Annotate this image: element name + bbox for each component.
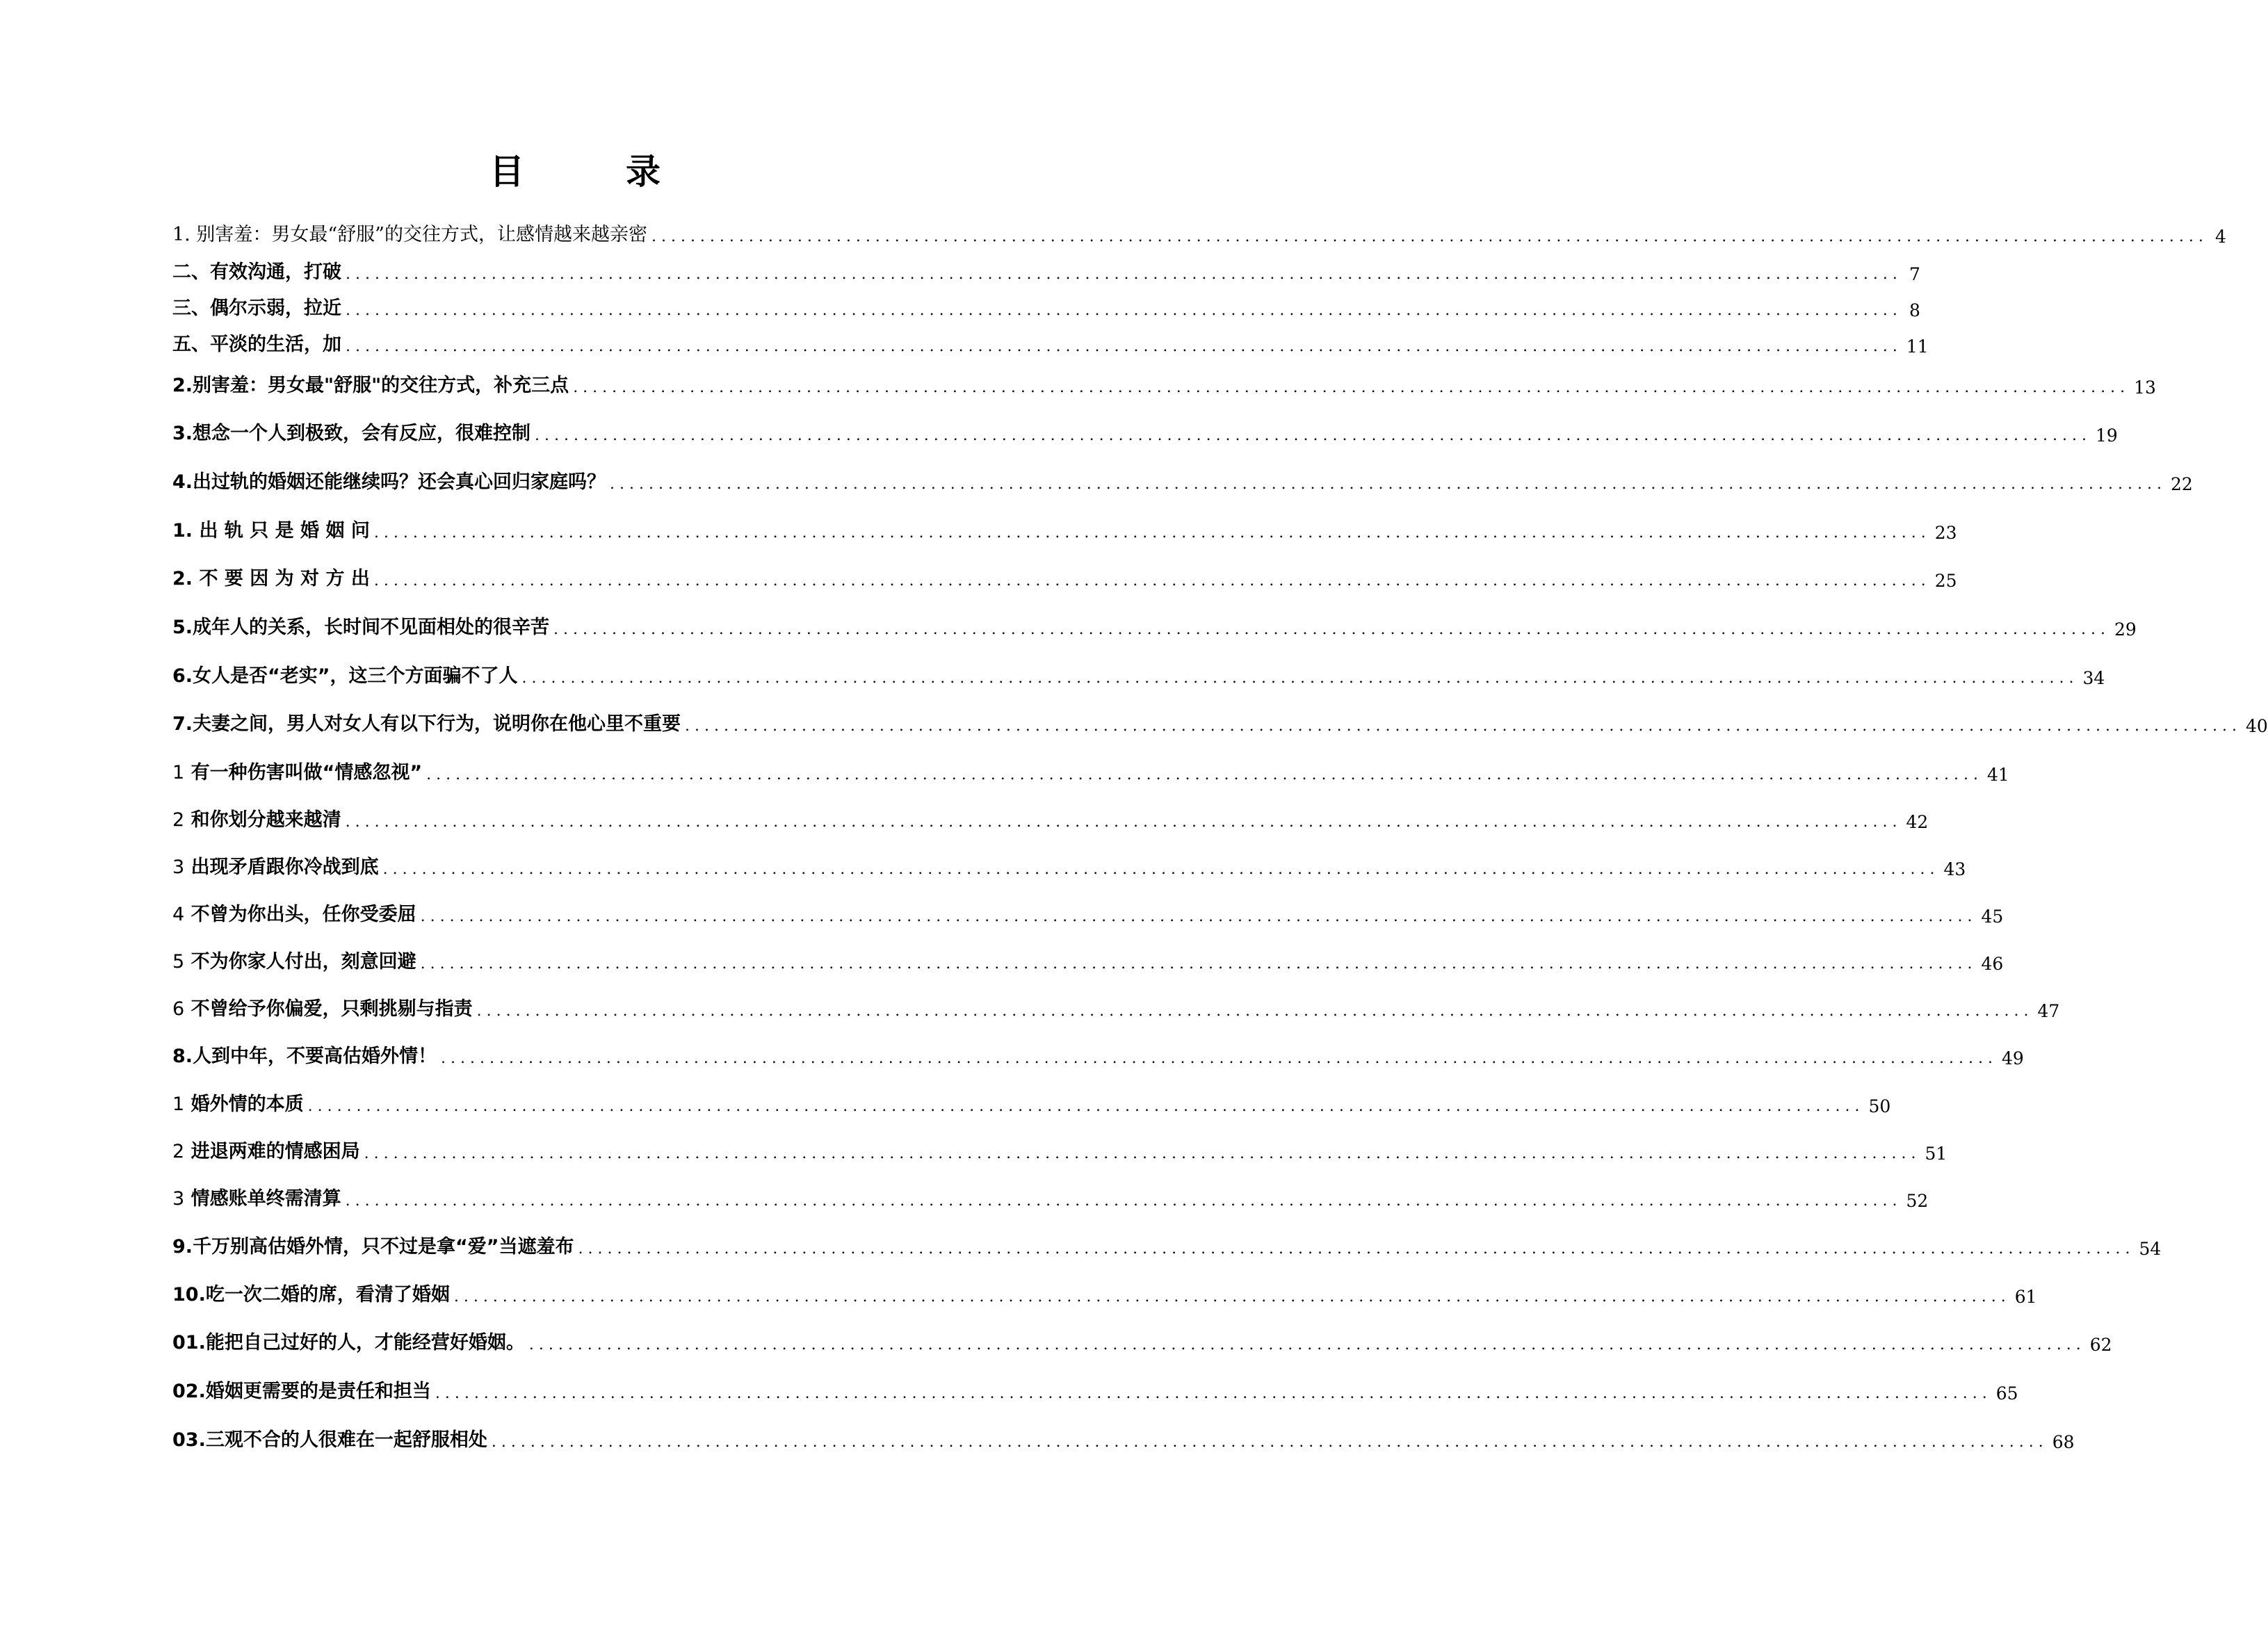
toc-entry-label <box>172 855 379 880</box>
toc-entry-label <box>172 808 341 833</box>
toc-entry-label <box>172 332 341 357</box>
toc-page-number: 4 <box>2214 227 2226 247</box>
toc-dot-leader: ................................................................................................................................................................ <box>441 1050 1998 1067</box>
toc-page-number: 65 <box>1995 1383 2018 1404</box>
toc-dot-leader: ................................................................................................................................................................ <box>382 861 1940 878</box>
toc-entry-label <box>172 1044 437 1069</box>
toc-entry-label <box>172 950 416 975</box>
toc-dot-leader: ................................................................................................................................................................ <box>651 228 2208 245</box>
toc-entry[interactable] <box>172 259 1920 285</box>
toc-entry-text: 不为你家人付出，刻意回避 <box>191 951 416 973</box>
toc-dot-leader: ................................................................................................................................................................ <box>491 1433 2048 1451</box>
toc-entry[interactable] <box>172 806 1929 833</box>
toc-entry-text: 10.吃一次二婚的席，看清了婚姻 <box>172 1284 450 1306</box>
toc-entry[interactable] <box>172 517 1957 544</box>
toc-entry-text: 8.人到中年，不要高估婚外情！ <box>172 1046 437 1067</box>
toc-entry-label <box>172 712 681 737</box>
toc-entry-number: 3 <box>172 856 185 878</box>
toc-entry-text: 6.女人是否“老实”，这三个方面骗不了人 <box>172 665 518 687</box>
toc-entry-label <box>172 1379 431 1404</box>
toc-entry-label <box>172 1331 525 1356</box>
toc-entry-text: 03.三观不合的人很难在一起舒服相处 <box>172 1429 487 1451</box>
toc-entry-text: 婚外情的本质 <box>191 1094 304 1115</box>
toc-entry-text: 1. 出 轨 只 是 婚 姻 问 <box>172 520 370 542</box>
toc-entry-label <box>172 1187 341 1212</box>
toc-dot-leader: ................................................................................................................................................................ <box>346 266 1902 283</box>
toc-page-number: 22 <box>2170 474 2193 494</box>
toc-entry[interactable] <box>172 995 2060 1022</box>
toc-entry[interactable] <box>172 221 2226 247</box>
toc-entry-text: 不曾给予你偏爱，只剩挑剔与指责 <box>191 998 473 1020</box>
toc-entry-number: 2 <box>172 809 185 831</box>
toc-entry-text: 进退两难的情感困局 <box>191 1141 360 1162</box>
toc-dot-leader: ................................................................................................................................................................ <box>528 1336 2086 1353</box>
toc-entry[interactable] <box>172 1426 2075 1453</box>
toc-page-number: 19 <box>2095 425 2118 446</box>
toc-dot-leader: ................................................................................................................................................................ <box>426 766 1983 783</box>
toc-dot-leader: ................................................................................................................................................................ <box>345 1192 1902 1210</box>
toc-page-number: 23 <box>1934 523 1957 543</box>
toc-dot-leader: ................................................................................................................................................................ <box>373 524 1931 542</box>
toc-entry-label <box>172 421 530 446</box>
toc-entry-number: 3 <box>172 1188 185 1210</box>
toc-entry-label <box>172 1235 574 1260</box>
toc-entry[interactable] <box>172 614 2137 640</box>
toc-dot-leader: ................................................................................................................................................................ <box>420 908 1977 925</box>
toc-entry[interactable] <box>172 565 1957 592</box>
toc-page-number: 43 <box>1943 859 1966 879</box>
toc-entry-text: 不曾为你出头，任你受委屈 <box>191 904 416 925</box>
toc-entry-label <box>172 296 341 321</box>
toc-entry[interactable] <box>172 1378 2018 1404</box>
toc-entry-label <box>172 470 606 495</box>
toc-dot-leader: ................................................................................................................................................................ <box>610 475 2166 493</box>
toc-dot-leader: ................................................................................................................................................................ <box>346 302 1902 319</box>
toc-entry[interactable] <box>172 1185 1929 1212</box>
toc-entry-label <box>172 1428 487 1453</box>
toc-page-number: 62 <box>2089 1335 2112 1355</box>
toc-entry[interactable] <box>172 1138 1947 1164</box>
toc-dot-leader: ................................................................................................................................................................ <box>373 572 1931 590</box>
toc-entry[interactable] <box>172 710 2268 737</box>
toc-dot-leader: ................................................................................................................................................................ <box>345 813 1902 831</box>
toc-entry-label <box>172 664 518 689</box>
toc-page-number: 8 <box>1909 300 1920 320</box>
toc-page-number: 40 <box>2245 716 2268 736</box>
toc-dot-leader: ................................................................................................................................................................ <box>364 1145 1921 1162</box>
toc-entry[interactable] <box>172 295 1920 321</box>
toc-page-number: 51 <box>1925 1144 1947 1164</box>
toc-entry[interactable] <box>172 854 1966 880</box>
toc-entry-label <box>172 902 416 927</box>
toc-entry-label <box>172 997 473 1022</box>
toc-entry-text: 3.想念一个人到极致，会有反应，很难控制 <box>172 423 531 444</box>
toc-entry-text: 4.出过轨的婚姻还能继续吗？还会真心回归家庭吗？ <box>172 471 606 493</box>
toc-entry-number: 5 <box>172 951 185 973</box>
toc-entry-text: 有一种伤害叫做“情感忽视” <box>191 762 423 783</box>
toc-entry-label <box>172 761 422 786</box>
toc-entry-label <box>172 615 549 640</box>
toc-entry-number: 1 <box>172 1094 185 1115</box>
toc-entry-label <box>172 222 647 247</box>
toc-entry-label <box>172 373 569 398</box>
toc-dot-leader: ................................................................................................................................................................ <box>535 427 2091 444</box>
toc-entry-number: 1. <box>172 224 191 245</box>
toc-entry-label <box>172 260 341 285</box>
toc-dot-leader: ................................................................................................................................................................ <box>578 1240 2135 1258</box>
toc-page-number: 46 <box>1981 954 2004 974</box>
toc-entry-number: 6 <box>172 998 185 1020</box>
toc-dot-leader: ................................................................................................................................................................ <box>476 1002 2034 1020</box>
toc-dot-leader: ................................................................................................................................................................ <box>685 717 2242 735</box>
toc-entry[interactable] <box>172 1091 1891 1117</box>
toc-page-number: 49 <box>2001 1048 2024 1068</box>
toc-entry[interactable] <box>172 759 2009 786</box>
toc-entry[interactable] <box>172 372 2156 398</box>
toc-entry[interactable] <box>172 469 2193 495</box>
toc-entry-text: 和你划分越来越清 <box>191 809 341 831</box>
toc-page-number: 41 <box>1987 765 2009 785</box>
toc-entry[interactable] <box>172 420 2118 446</box>
toc-page-number: 54 <box>2139 1239 2162 1259</box>
toc-entry-text: 2. 不 要 因 为 对 方 出 <box>172 568 370 590</box>
toc-entry-label <box>172 519 370 544</box>
toc-entry[interactable] <box>172 1043 2024 1069</box>
toc-entry-label <box>172 1139 360 1164</box>
toc-entry-text: 二、有效沟通，打破 <box>172 261 341 283</box>
toc-entry[interactable] <box>172 1233 2162 1260</box>
toc-entry-label <box>172 1283 450 1308</box>
toc-page-number: 11 <box>1906 336 1929 357</box>
toc-entry[interactable] <box>172 948 2004 975</box>
toc-dot-leader: ................................................................................................................................................................ <box>573 379 2130 396</box>
toc-entry-text: 三、偶尔示弱，拉近 <box>172 298 341 319</box>
toc-entry-text: 2.别害羞：男女最"舒服"的交往方式，补充三点 <box>172 375 569 396</box>
toc-dot-leader: ................................................................................................................................................................ <box>346 338 1902 355</box>
toc-entry-text: 出现矛盾跟你冷战到底 <box>191 856 379 878</box>
toc-page-number: 34 <box>2082 668 2105 688</box>
toc-entry-label <box>172 1092 304 1117</box>
page-title: 目 录 <box>489 152 694 192</box>
toc-entry[interactable] <box>172 331 1929 357</box>
toc-entry[interactable] <box>172 1329 2112 1356</box>
toc-entry-text: 01.能把自己过好的人，才能经营好婚姻。 <box>172 1332 525 1353</box>
toc-dot-leader: ................................................................................................................................................................ <box>521 669 2079 687</box>
toc-entry-text: 别害羞：男女最“舒服”的交往方式，让感情越来越亲密 <box>196 224 647 245</box>
toc-page-number: 25 <box>1934 571 1957 591</box>
toc-page-number: 68 <box>2052 1432 2075 1452</box>
toc-page-number: 52 <box>1906 1191 1929 1211</box>
toc-entry-text: 02.婚姻更需要的是责任和担当 <box>172 1381 431 1402</box>
toc-entry-text: 5.成年人的关系，长时间不见面相处的很辛苦 <box>172 617 550 638</box>
toc-entry-label <box>172 567 370 592</box>
toc-entry[interactable] <box>172 901 2004 927</box>
toc-page-number: 42 <box>1906 812 1929 832</box>
toc-dot-leader: ................................................................................................................................................................ <box>453 1288 2011 1306</box>
toc-entry-number: 4 <box>172 904 185 925</box>
toc-entry[interactable] <box>172 1281 2037 1308</box>
toc-entry[interactable] <box>172 662 2105 689</box>
toc-page-number: 13 <box>2134 377 2156 398</box>
toc-page-number: 45 <box>1981 907 2004 927</box>
toc-entry-text: 五、平淡的生活，加 <box>172 334 341 355</box>
toc-entry-number: 2 <box>172 1141 185 1162</box>
toc-page-number: 29 <box>2114 619 2137 640</box>
toc-page-number: 50 <box>1868 1096 1891 1116</box>
toc-entry-text: 情感账单终需清算 <box>191 1188 341 1210</box>
toc-entry-text: 9.千万别高估婚外情，只不过是拿“爱”当遮羞布 <box>172 1236 574 1258</box>
toc-page-number: 61 <box>2014 1287 2037 1307</box>
toc-dot-leader: ................................................................................................................................................................ <box>307 1098 1865 1115</box>
toc-dot-leader: ................................................................................................................................................................ <box>420 955 1977 973</box>
toc-entry-text: 7.夫妻之间，男人对女人有以下行为，说明你在他心里不重要 <box>172 713 681 735</box>
toc-page-number: 47 <box>2037 1001 2060 1021</box>
toc-page-number: 7 <box>1909 264 1920 284</box>
toc-dot-leader: ................................................................................................................................................................ <box>435 1385 1992 1402</box>
toc-entry-number: 1 <box>172 762 185 783</box>
toc-dot-leader: ................................................................................................................................................................ <box>553 621 2110 638</box>
